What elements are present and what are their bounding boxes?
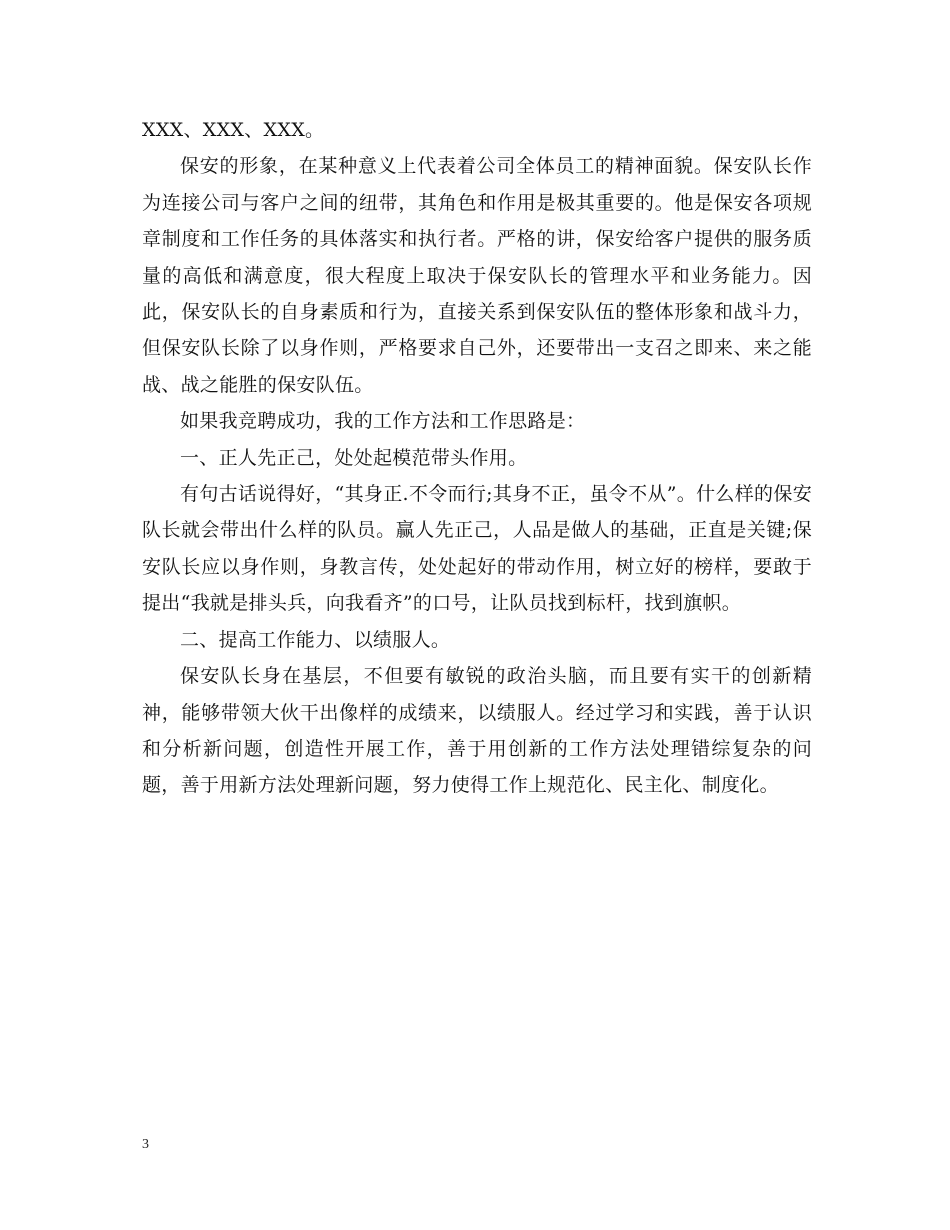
paragraph-work-approach-intro: 如果我竞聘成功，我的工作方法和工作思路是： [180, 410, 586, 433]
paragraph-improve-ability: 保安队长身在基层，不但要有敏锐的政治头脑，而且要有实干的创新精神，能够带领大伙干出像样的成绩来，以绩服人。经过学习和实践，善于认识和分析新问题，创造性开展工作，善于用创新的工作方法处理错综复杂的问题，善于用新方法处理新问题，努力使得工作上规范化、民主化、制度化。 [142, 665, 812, 797]
document-body [142, 112, 812, 804]
paragraph-lead-by-example: 有句古话说得好，“其身正.不令而行;其身不正，虽令不从”。什么样的保安队长就会带出什么样的队员。赢人先正己，人品是做人的基础，正直是关键;保安队长应以身作则，身教言传，处处起好的带动作用，树立好的榜样，要敢于提出“我就是排头兵，向我看齐”的口号，让队员找到标杆，找到旗帜。 [142, 483, 812, 615]
paragraph-security-image: 保安的形象，在某种意义上代表着公司全体员工的精神面貌。保安队长作为连接公司与客户之间的纽带，其角色和作用是极其重要的。他是保安各项规章制度和工作任务的具体落实和执行者。严格的讲，保安给客户提供的服务质量的高低和满意度，很大程度上取决于保安队长的管理水平和业务能力。因此，保安队长的自身素质和行为，直接关系到保安队伍的整体形象和战斗力，但保安队长除了以身作则，严格要求自己外，还要带出一支召之即来、来之能战、战之能胜的保安队伍。 [142, 155, 812, 396]
section-heading-two: 二、提高工作能力、以绩服人。 [180, 628, 451, 651]
paragraph-names-list: XXX、XXX、XXX。 [142, 119, 325, 141]
section-heading-one: 一、正人先正己，处处起模范带头作用。 [180, 446, 528, 469]
page-number: 3 [142, 1137, 149, 1152]
